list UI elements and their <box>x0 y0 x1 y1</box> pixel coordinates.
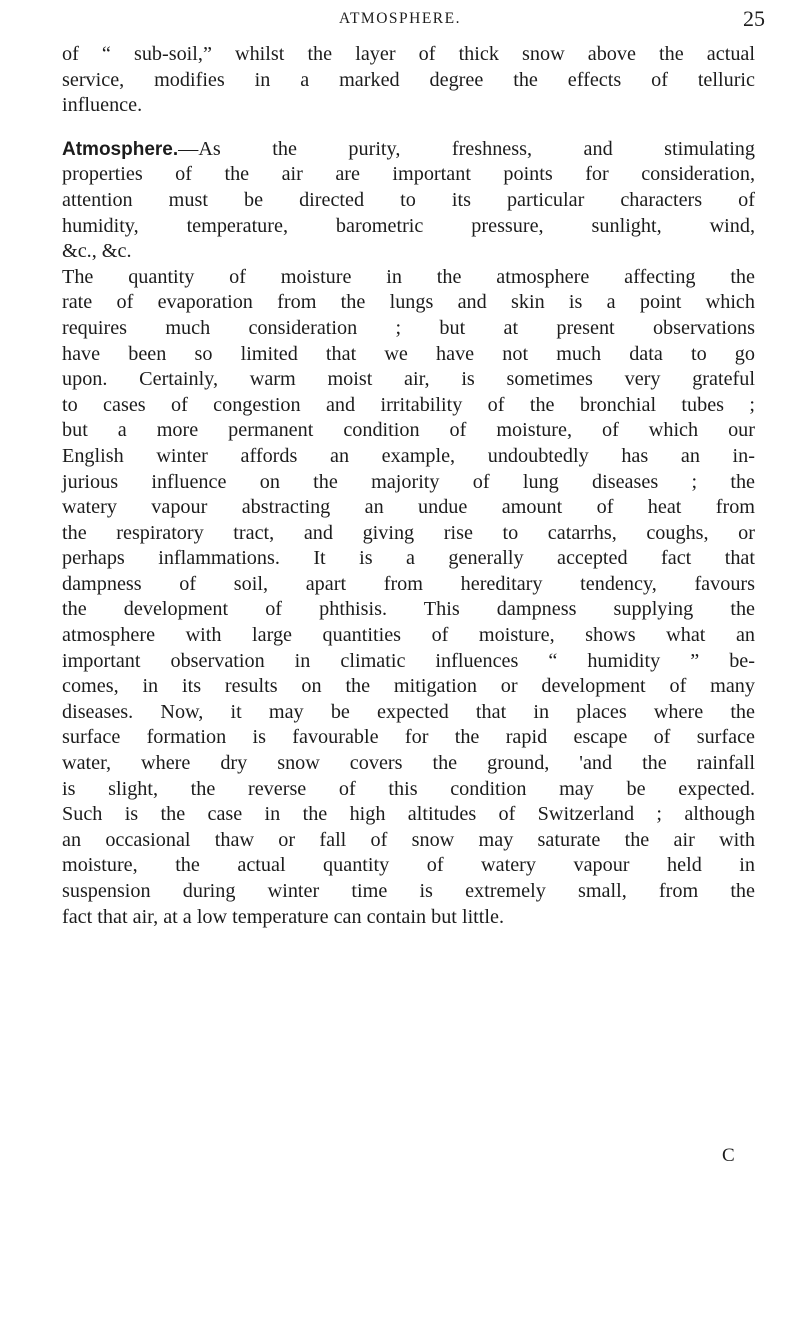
text-line: watery vapour abstracting an undue amount of heat from <box>62 496 755 519</box>
text-line: upon. Certainly, warm moist air, is sometimes very grateful <box>62 368 755 391</box>
text-line: Such is the case in the high altitudes of Switzerland ; although <box>62 803 755 826</box>
text-run: —As the purity, freshness, and stimulating <box>178 137 755 160</box>
text-line: surface formation is favourable for the rapid escape of surface <box>62 726 755 749</box>
text-line: to cases of congestion and irritability of the bronchial tubes ; <box>62 393 755 416</box>
text-line: diseases. Now, it may be expected that in places where the <box>62 700 755 723</box>
text-line: English winter affords an example, undoubtedly has an in- <box>62 444 755 467</box>
text-line: water, where dry snow covers the ground, 'and the rainfall <box>62 752 755 775</box>
text-line: perhaps inflammations. It is a generally accepted fact that <box>62 547 755 570</box>
text-line: rate of evaporation from the lungs and skin is a point which <box>62 291 755 314</box>
text-line: the development of phthisis. This dampness supplying the <box>62 598 755 621</box>
page-number: 25 <box>743 6 765 31</box>
text-line <box>62 137 755 163</box>
text-line: have been so limited that we have not much data to go <box>62 342 755 365</box>
text-line: moisture, the actual quantity of watery vapour held in <box>62 854 755 877</box>
text-line: important observation in climatic influences “ humidity ” be- <box>62 649 755 672</box>
text-line: dampness of soil, apart from hereditary tendency, favours <box>62 572 755 595</box>
text-line: humidity, temperature, barometric pressure, sunlight, wind, <box>62 214 755 237</box>
body-text <box>62 42 755 930</box>
text-line: influence. <box>62 94 143 117</box>
text-line: jurious influence on the majority of lung diseases ; the <box>62 470 755 493</box>
text-line: service, modifies in a marked degree the effects of telluric <box>62 68 755 91</box>
running-title: ATMOSPHERE. <box>338 10 461 27</box>
running-head <box>0 6 800 32</box>
text-line: of “ sub-soil,” whilst the layer of thick snow above the actual <box>62 43 755 65</box>
text-line: comes, in its results on the mitigation or development of many <box>62 675 755 698</box>
text-line: the respiratory tract, and giving rise to catarrhs, coughs, or <box>62 521 755 544</box>
text-line: The quantity of moisture in the atmosphere affecting the <box>62 265 755 288</box>
text-line: atmosphere with large quantities of moisture, shows what an <box>62 624 755 647</box>
text-line: an occasional thaw or fall of snow may saturate the air with <box>62 828 755 851</box>
text-line: properties of the air are important points for consideration, <box>62 163 755 186</box>
text-line: requires much consideration ; but at present observations <box>62 316 755 339</box>
section-heading: Atmosphere. <box>62 138 179 160</box>
text-line: attention must be directed to its particular characters of <box>62 188 755 211</box>
text-line: fact that air, at a low temperature can contain but little. <box>62 905 505 928</box>
text-line: &c., &c. <box>62 240 132 263</box>
text-line: is slight, the reverse of this condition may be expected. <box>62 777 755 800</box>
text-line: suspension during winter time is extremely small, from the <box>62 880 755 902</box>
text-line: but a more permanent condition of moisture, of which our <box>62 419 755 442</box>
signature-mark: C <box>722 1145 735 1166</box>
